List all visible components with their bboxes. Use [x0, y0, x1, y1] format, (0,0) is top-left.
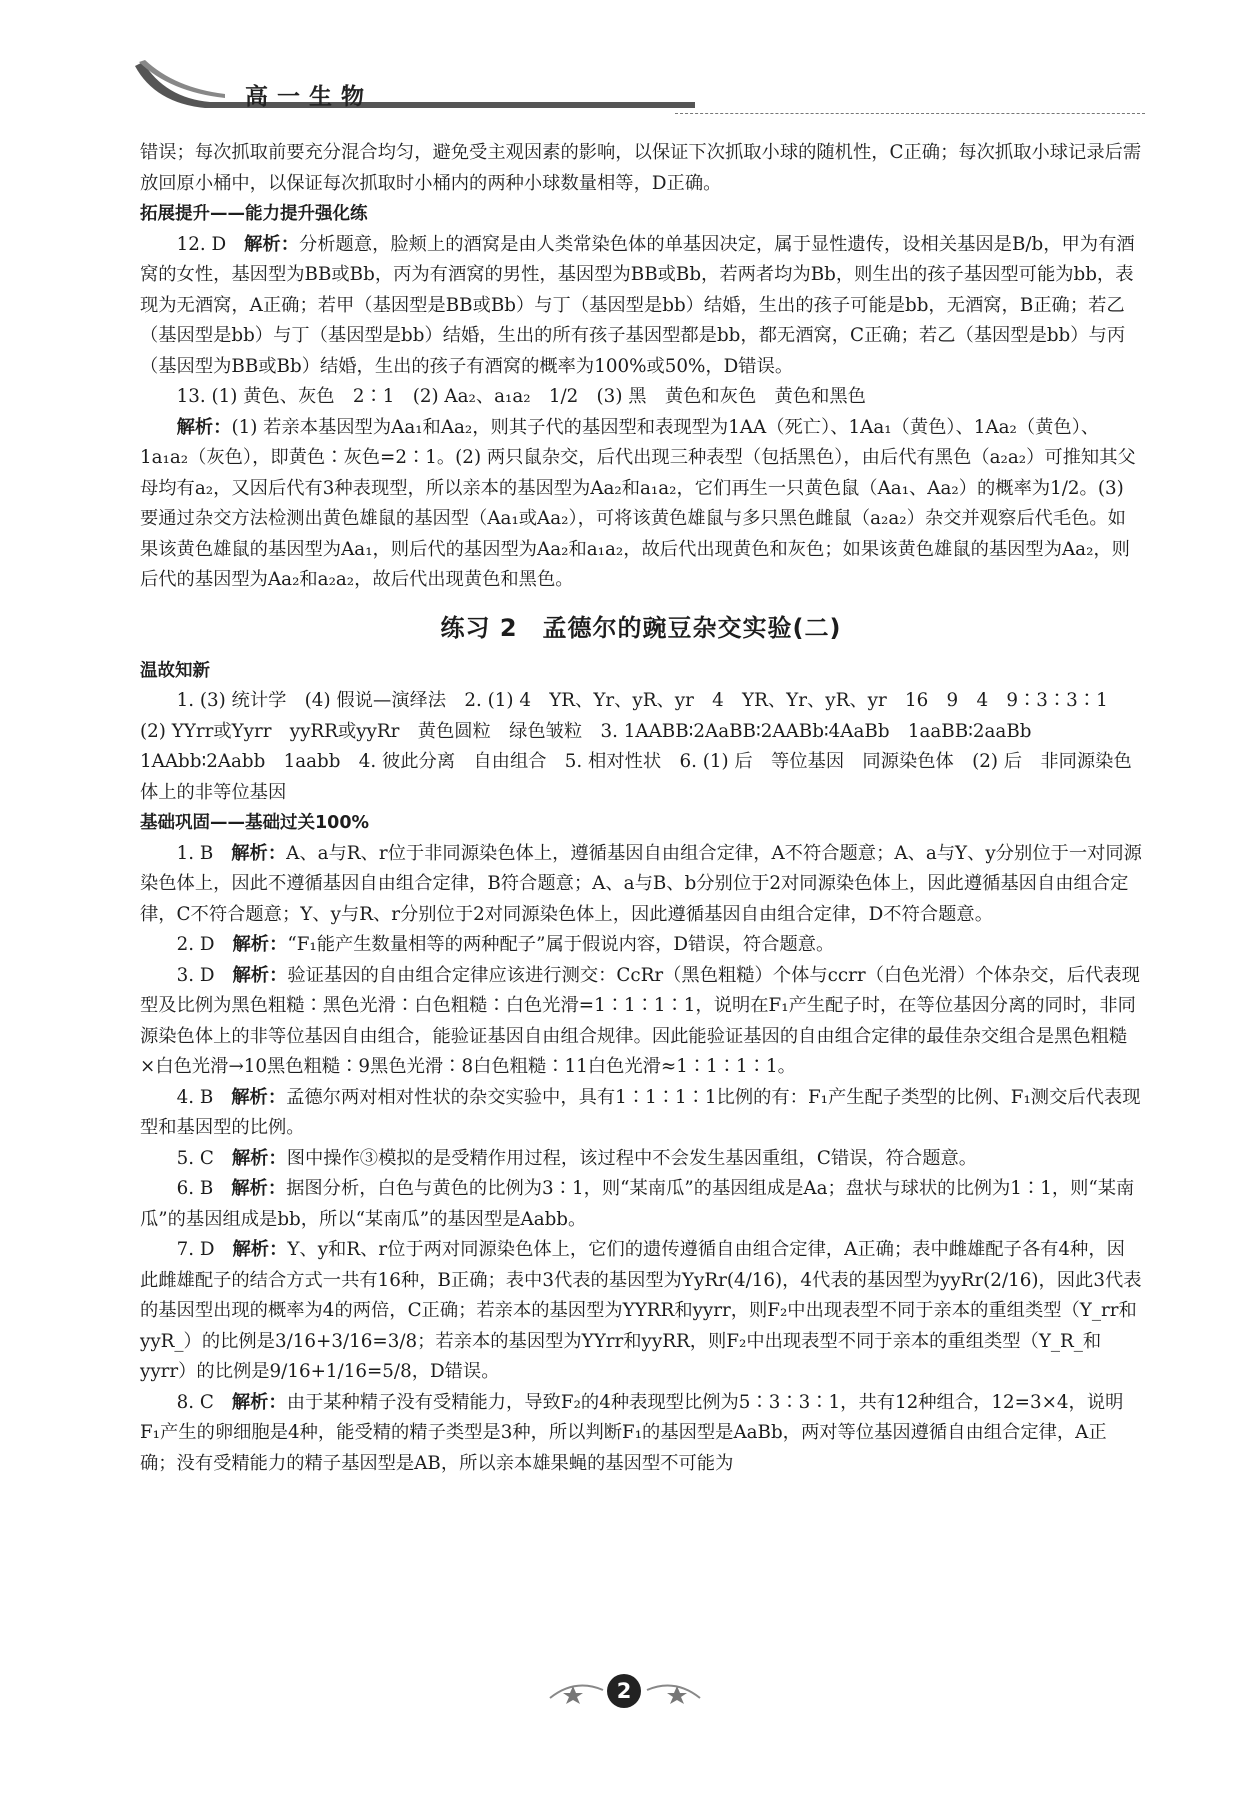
page-number: 2 — [607, 1674, 641, 1708]
answer-12 — [140, 230, 1142, 383]
page-header — [135, 58, 1145, 118]
analysis-label: 解析： — [231, 1147, 287, 1169]
answer-number: 3. D — [176, 964, 215, 986]
answer-number: 5. C — [176, 1147, 214, 1169]
header-swoosh-decoration — [135, 58, 695, 118]
answer-number: 2. D — [176, 934, 215, 955]
analysis-text: 据图分析，白色与黄色的比例为3∶1，则“某南瓜”的基因组成是Aa；盘状与球状的比例为1∶1，则“某南瓜”的基因组成是bb，所以“某南瓜”的基因型是Aabb。 — [140, 1178, 1135, 1230]
analysis-label: 解析： — [244, 233, 299, 255]
answer-item — [140, 930, 1142, 961]
analysis-label: 解析： — [176, 416, 232, 438]
answer-number: 1. B — [176, 842, 214, 864]
analysis-text: (1) 若亲本基因型为Aa₁和Aa₂，则其子代的基因型和表现型为1AA（死亡）、1Aa₁（黄色）、1Aa₂（黄色）、1a₁a₂（灰色），即黄色∶灰色=2∶1。(2) 两只鼠杂交，后代出现三种表型（包括黑色），由后代有黑色（a₂a₂）可推知其父母均有a₂，又因后代有3种表现型，所以亲本的基因型为Aa₂和a₁a₂，它们再生一只黄色鼠（Aa₁、Aa₂）的概率为1/2。(3) 要通过杂交方法检测出黄色雄鼠的基因型（Aa₁或Aa₂），可将该黄色雄鼠与多只黑色雌鼠（a₂a₂）杂交并观察后代毛色。如果该黄色雄鼠的基因型为Aa₁，则后代的基因型为Aa₂和a₁a₂，故后代出现黄色和灰色；如果该黄色雄鼠的基因型为Aa₂，则后代的基因型为Aa₂和a₂a₂，故后代出现黄色和黑色。 — [140, 416, 1136, 590]
answer-13-analysis — [140, 413, 1142, 596]
analysis-label: 解析： — [231, 1391, 287, 1413]
answer-item — [140, 961, 1142, 1083]
answer-item — [140, 1083, 1142, 1144]
answer-number: 7. D — [176, 1239, 215, 1260]
answer-number: 6. B — [176, 1178, 214, 1199]
answer-item — [140, 839, 1142, 931]
answer-number: 12. D — [176, 233, 227, 255]
paragraph-intro: 错误；每次抓取前要充分混合均匀，避免受主观因素的影响，以保证下次抓取小球的随机性，C正确；每次抓取小球记录后需放回原小桶中，以保证每次抓取时小桶内的两种小球数量相等，D正确。 — [140, 142, 1142, 194]
header-title: 高一生物 — [245, 84, 373, 110]
answer-item — [140, 1144, 1142, 1175]
analysis-text: A、a与R、r位于非同源染色体上，遵循基因自由组合定律，A不符合题意；A、a与Y、y分别位于一对同源染色体上，因此不遵循基因自由组合定律，B符合题意；A、a与B、b分别位于2对同源染色体上，因此遵循基因自由组合定律，C不符合题意；Y、y与R、r分别位于2对同源染色体上，因此遵循基因自由组合定律，D不符合题意。 — [140, 842, 1142, 925]
page-content — [140, 138, 1142, 1479]
analysis-text: Y、y和R、r位于两对同源染色体上，它们的遗传遵循自由组合定律，A正确；表中雌雄配子各有4种，因此雌雄配子的结合方式一共有16种，B正确；表中3代表的基因型为YyRr(4/16)，4代表的基因型为yyRr(2/16)，因此3代表的基因型出现的概率为4的两倍，C正确；若亲本的基因型为YYRR和yyrr，则F₂中出现表型不同于亲本的重组类型（Y_rr和yyR_）的比例是3/16+3/16=3/8；若亲本的基因型为YYrr和yyRR，则F₂中出现表型不同于亲本的重组类型（Y_R_和yyrr）的比例是9/16+1/16=5/8，D错误。 — [140, 1239, 1142, 1382]
section-heading-review: 温故知新 — [140, 660, 210, 681]
analysis-text: 分析题意，脸颊上的酒窝是由人类常染色体的单基因决定，属于显性遗传，设相关基因是B/b，甲为有酒窝的女性，基因型为BB或Bb，丙为有酒窝的男性，基因型为BB或Bb，若两者均为Bb，则生出的孩子基因型可能为bb，表现为无酒窝，A正确；若甲（基因型是BB或Bb）与丁（基因型是bb）结婚，生出的孩子可能是bb，无酒窝，B正确；若乙（基因型是bb）与丁（基因型是bb）结婚，生出的所有孩子基因型都是bb，都无酒窝，C正确；若乙（基因型是bb）与丙（基因型为BB或Bb）结婚，生出的孩子有酒窝的概率为100%或50%，D错误。 — [140, 233, 1135, 377]
analysis-text: 图中操作③模拟的是受精作用过程，该过程中不会发生基因重组，C错误，符合题意。 — [286, 1147, 978, 1169]
review-answers: 1. (3) 统计学 (4) 假说—演绎法 2. (1) 4 YR、Yr、yR、yr 4 YR、Yr、yR、yr 16 9 4 9∶3∶3∶1 (2) YYrr或Yyrr yyRR或yyRr 黄色圆粒 绿色皱粒 3. 1AABB∶2AaBB∶2AABb∶4AaBb 1aaBB∶2aaBb 1AAbb∶2Aabb 1aabb 4. 彼此分离 自由组合 5. 相对性状 6. (1) 后 等位基因 同源染色体 (2) 后 非同源染色体上的非等位基因 — [140, 690, 1132, 803]
page-footer — [545, 1668, 705, 1712]
analysis-text: 验证基因的自由组合定律应该进行测交：CcRr（黑色粗糙）个体与ccrr（白色光滑）个体杂交，后代表现型及比例为黑色粗糙∶黑色光滑∶白色粗糙∶白色光滑=1∶1∶1∶1，说明在F₁产生配子时，在等位基因分离的同时，非同源染色体上的非等位基因自由组合，能验证基因自由组合规律。因此能验证基因的自由组合定律的最佳杂交组合是黑色粗糙×白色光滑→10黑色粗糙∶9黑色光滑∶8白色粗糙∶11白色光滑≈1∶1∶1∶1。 — [140, 964, 1140, 1077]
analysis-label: 解析： — [232, 934, 288, 955]
answer-number: 8. C — [176, 1391, 214, 1413]
section-heading-basic: 基础巩固——基础过关100% — [140, 813, 370, 833]
answer-number: 4. B — [176, 1086, 214, 1108]
analysis-text: 孟德尔两对相对性状的杂交实验中，具有1∶1∶1∶1比例的有：F₁产生配子类型的比例、F₁测交后代表现型和基因型的比例。 — [140, 1086, 1141, 1138]
analysis-text: 由于某种精子没有受精能力，导致F₂的4种表现型比例为5∶3∶3∶1，共有12种组合，12=3×4，说明F₁产生的卵细胞是4种，能受精的精子类型是3种，所以判断F₁的基因型是AaBb，两对等位基因遵循自由组合定律，A正确；没有受精能力的精子基因型是AB，所以亲本雄果蝇的基因型不可能为 — [140, 1391, 1124, 1474]
analysis-label: 解析： — [232, 1239, 288, 1260]
answer-item — [140, 1235, 1142, 1388]
answer-13: 13. (1) 黄色、灰色 2∶1 (2) Aa₂、a₁a₂ 1/2 (3) 黑 黄色和灰色 黄色和黑色 — [176, 386, 866, 407]
header-rule — [675, 113, 1145, 114]
exercise-title: 练习 2 孟德尔的豌豆杂交实验(二) — [440, 613, 842, 642]
section-heading-extension: 拓展提升——能力提升强化练 — [140, 204, 368, 224]
answer-item — [140, 1388, 1142, 1480]
analysis-label: 解析： — [232, 964, 288, 986]
answer-item — [140, 1174, 1142, 1235]
analysis-text: “F₁能产生数量相等的两种配子”属于假说内容，D错误，符合题意。 — [287, 934, 835, 955]
analysis-label: 解析： — [231, 842, 287, 864]
analysis-label: 解析： — [231, 1086, 287, 1108]
analysis-label: 解析： — [231, 1178, 287, 1199]
